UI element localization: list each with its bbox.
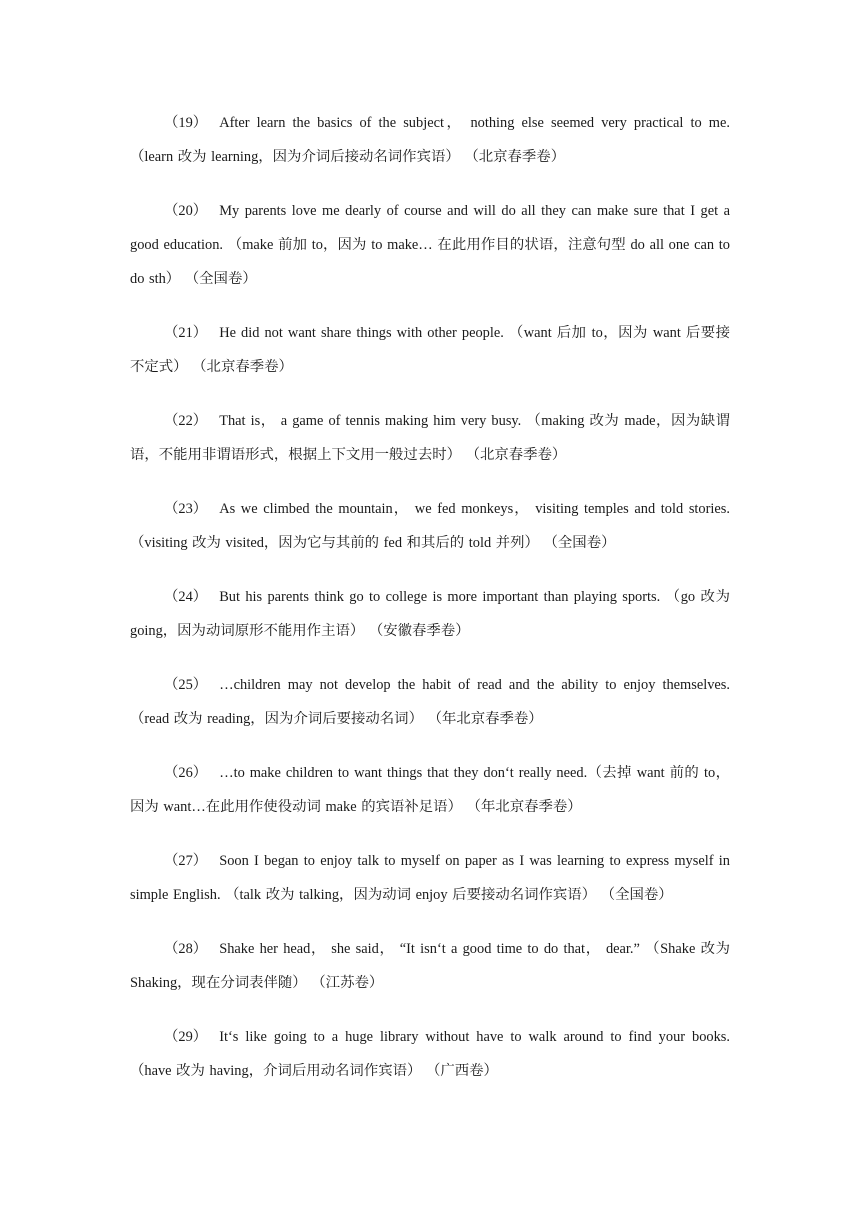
item-text: It‘s like going to a huge library without have to walk around to find your books. （have 改为 having，介词后用动名词作宾语） （广西卷）: [130, 1029, 730, 1079]
document-page: [130, 106, 730, 1108]
item-text: …to make children to want things that they don‘t really need.（去掉 want 前的 to，因为 want…在此用作使役动词 make 的宾语补足语） （年北京春季卷）: [130, 765, 730, 815]
exercise-item-20: [130, 194, 730, 296]
exercise-item-29: [130, 1020, 730, 1088]
item-number: （22）: [164, 413, 208, 429]
item-text: My parents love me dearly of course and will do all they can make sure that I get a good education. （make 前加 to，因为 to make… 在此用作目的状语，注意句型 do all one can to do sth） （全国卷）: [130, 203, 730, 287]
item-number: （23）: [164, 501, 208, 517]
item-number: （25）: [164, 677, 208, 693]
item-text: Shake her head， she said， “It isn‘t a good time to do that， dear.” （Shake 改为 Shaking，现在分词表伴随） （江苏卷）: [130, 941, 730, 991]
exercise-item-26: [130, 756, 730, 824]
item-number: （29）: [164, 1029, 208, 1045]
item-number: （20）: [164, 203, 208, 219]
item-number: （27）: [164, 853, 208, 869]
item-number: （26）: [164, 765, 208, 781]
item-number: （24）: [164, 589, 208, 605]
item-text: …children may not develop the habit of read and the ability to enjoy themselves. （read 改为 reading，因为介词后要接动名词） （年北京春季卷）: [130, 677, 730, 727]
item-text: But his parents think go to college is more important than playing sports. （go 改为 going，因为动词原形不能用作主语） （安徽春季卷）: [130, 589, 730, 639]
item-text: After learn the basics of the subject， nothing else seemed very practical to me. （learn 改为 learning，因为介词后接动名词作宾语） （北京春季卷）: [130, 115, 730, 165]
item-text: As we climbed the mountain， we fed monkeys， visiting temples and told stories. （visiting 改为 visited，因为它与其前的 fed 和其后的 told 并列） （全国卷）: [130, 501, 730, 551]
item-number: （19）: [164, 115, 208, 131]
item-text: He did not want share things with other people. （want 后加 to，因为 want 后要接不定式） （北京春季卷）: [130, 325, 730, 375]
exercise-item-19: [130, 106, 730, 174]
item-number: （28）: [164, 941, 208, 957]
exercise-item-24: [130, 580, 730, 648]
exercise-item-21: [130, 316, 730, 384]
item-number: （21）: [164, 325, 208, 341]
item-text: Soon I began to enjoy talk to myself on paper as I was learning to express myself in simple English. （talk 改为 talking，因为动词 enjoy 后要接动名词作宾语） （全国卷）: [130, 853, 730, 903]
exercise-item-28: [130, 932, 730, 1000]
exercise-item-27: [130, 844, 730, 912]
item-text: That is， a game of tennis making him very busy. （making 改为 made，因为缺谓语，不能用非谓语形式，根据上下文用一般过去时） （北京春季卷）: [130, 413, 730, 463]
exercise-item-22: [130, 404, 730, 472]
exercise-item-25: [130, 668, 730, 736]
exercise-item-23: [130, 492, 730, 560]
